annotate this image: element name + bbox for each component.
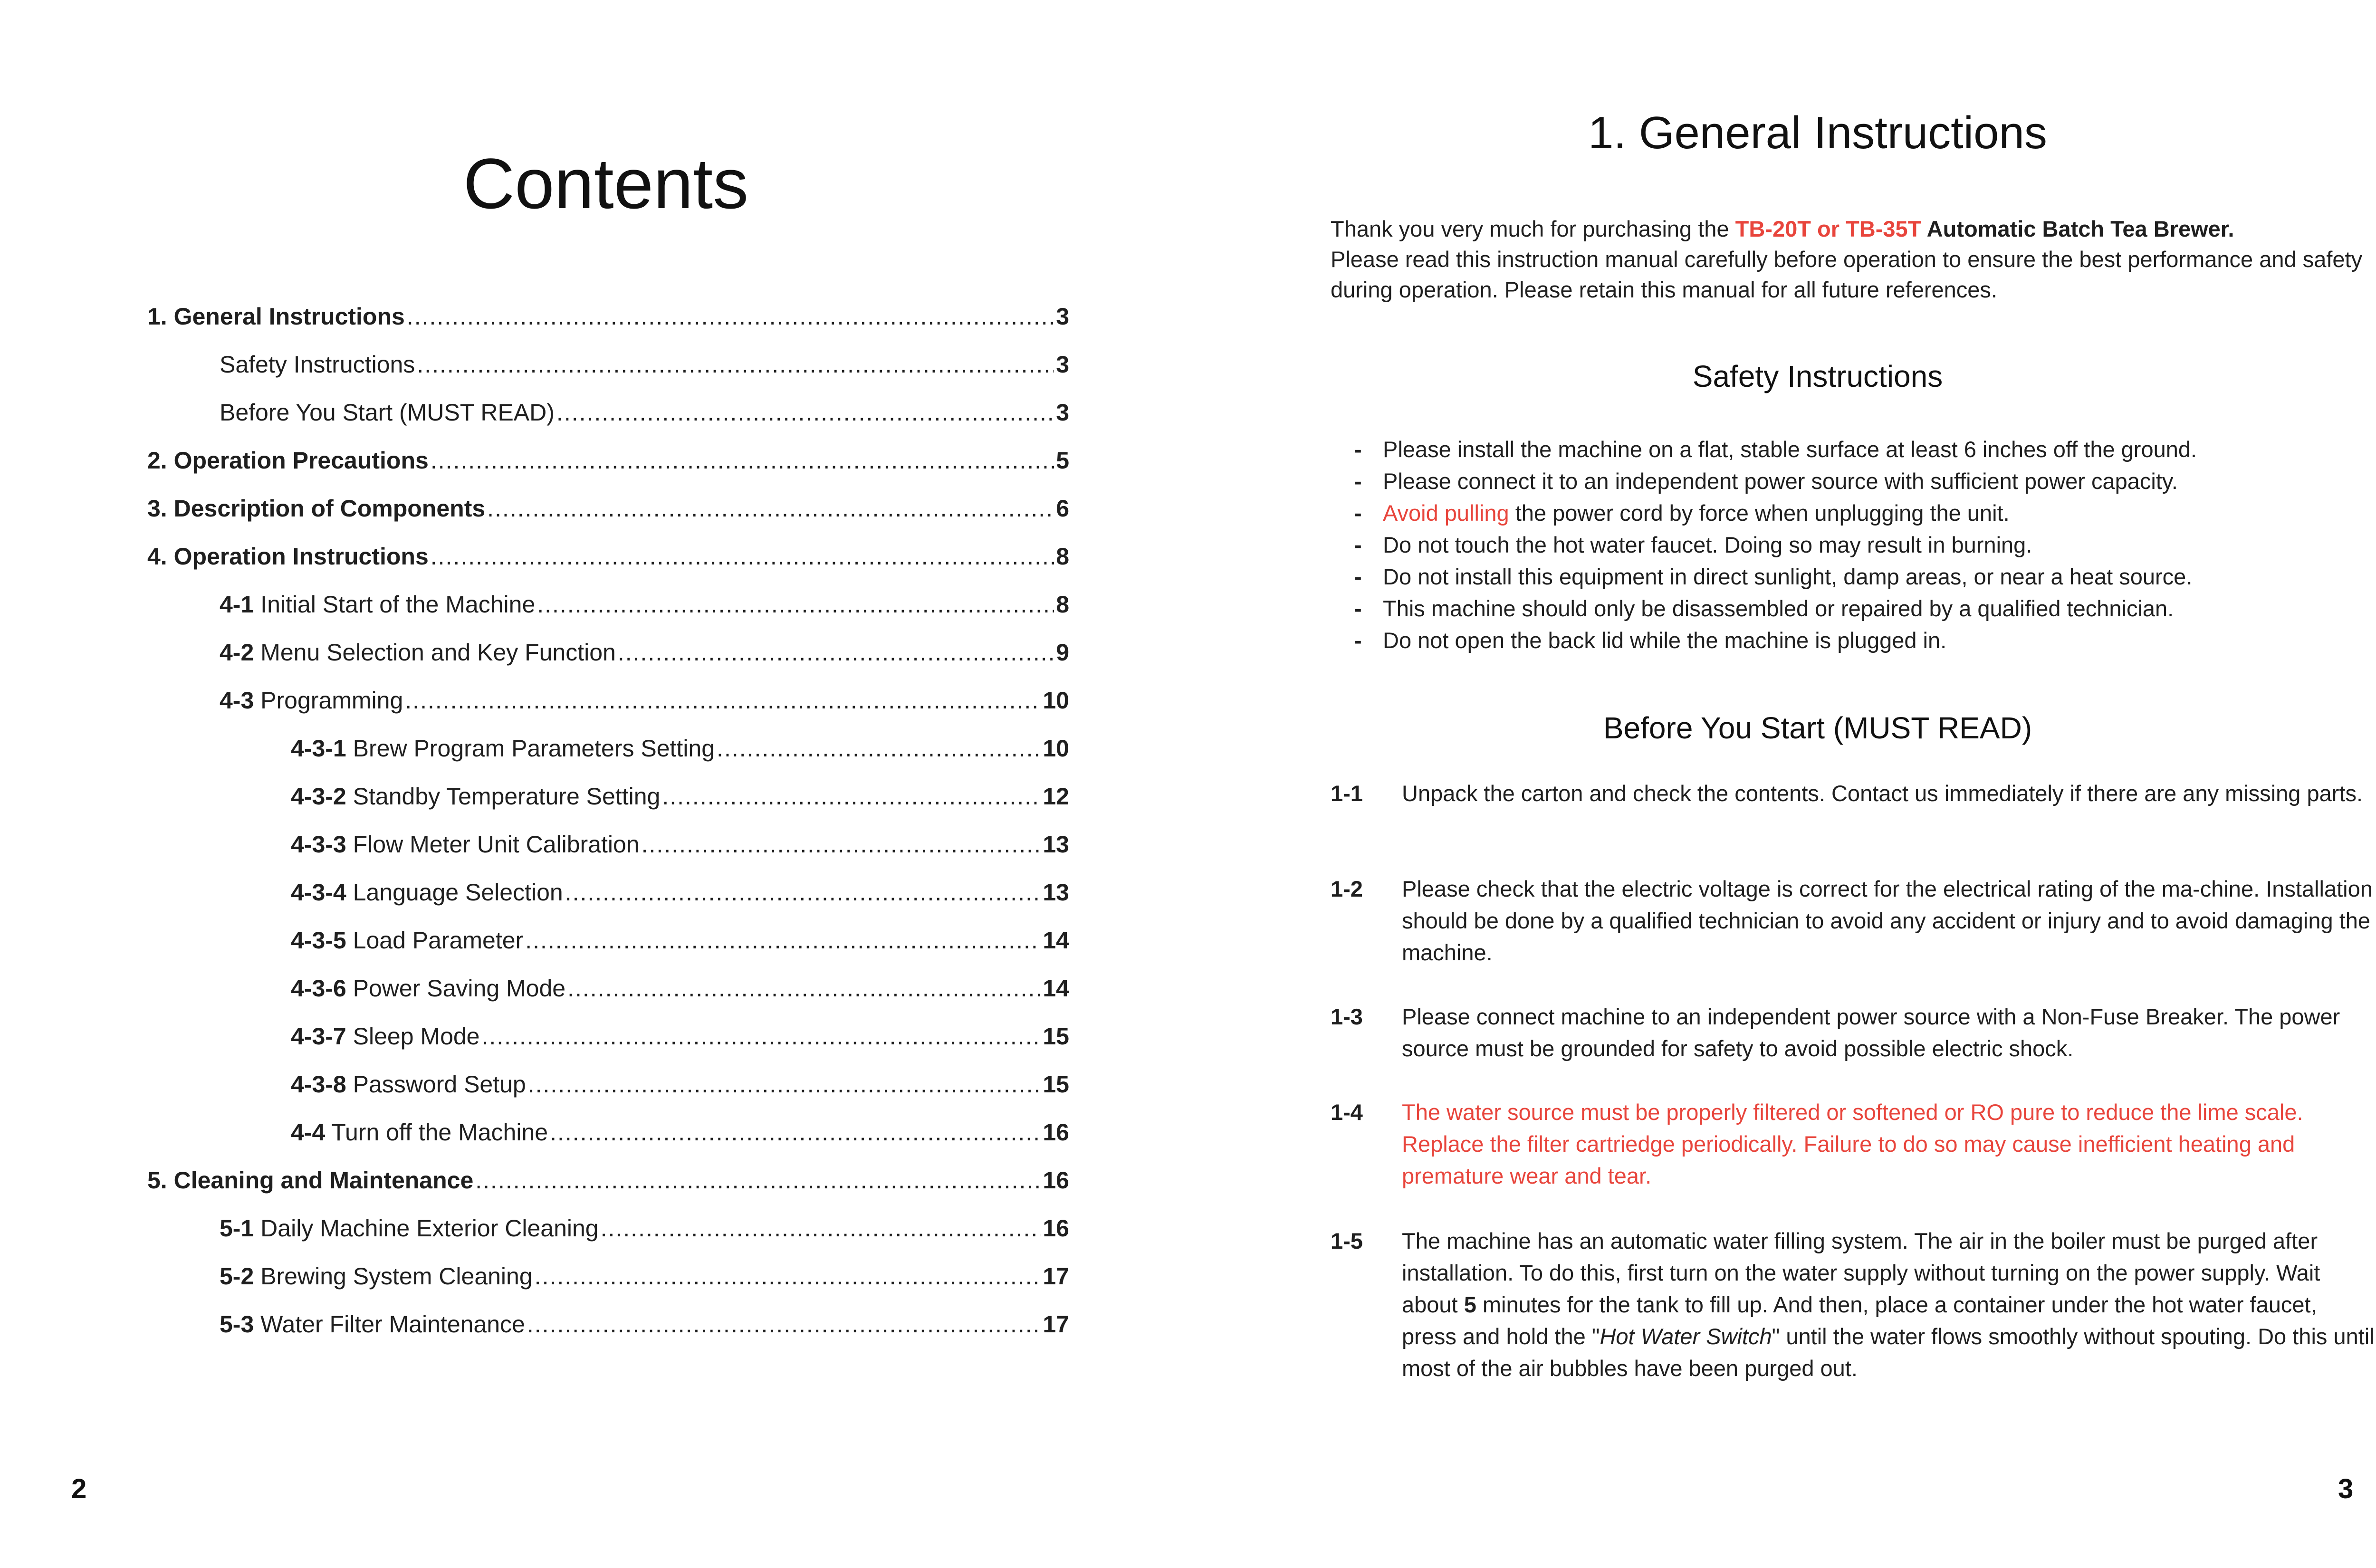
- toc-entry-title: 2. Operation Precautions: [147, 447, 429, 474]
- step-text-bold: 5: [1464, 1292, 1476, 1317]
- toc-entry-page: 14: [1043, 927, 1069, 954]
- toc-entry: [291, 879, 1069, 917]
- safety-item-text: Do not touch the hot water faucet. Doing so may result in burning.: [1383, 532, 2032, 557]
- toc-entry-number: 4-3-4: [291, 879, 346, 906]
- toc-entry-number: 4-4: [291, 1119, 326, 1146]
- toc-entry-label: [291, 975, 565, 1002]
- step-text-b: minutes for the tank to fill up. And then, place a container under the hot water faucet, press and hold the ": [1402, 1292, 2317, 1349]
- bullet-dash: -: [1354, 532, 1362, 557]
- step-number: 1-2: [1331, 876, 1363, 901]
- safety-list: [1354, 433, 2352, 656]
- toc-entry-title: 1. General Instructions: [147, 303, 405, 330]
- toc-entry-title: Brew Program Parameters Setting: [353, 735, 715, 762]
- toc-dot-leader: [618, 639, 1054, 666]
- toc-entry: [220, 399, 1069, 437]
- intro-rest: Please read this instruction manual carefully before operation to ensure the best performance and safety during operation. Please retain this manual for all future references.: [1331, 247, 2363, 302]
- toc-entry-number: 4-3: [220, 687, 254, 714]
- step-1-3: [1331, 1001, 2376, 1064]
- toc-dot-leader: [527, 1310, 1041, 1338]
- toc-entry-title: Daily Machine Exterior Cleaning: [260, 1215, 599, 1242]
- toc-entry-page: 17: [1043, 1311, 1069, 1338]
- toc-entry-label: [220, 1214, 599, 1242]
- page-number-right: 3: [2338, 1473, 2354, 1504]
- toc-entry-label: [147, 495, 485, 522]
- safety-item-text: Do not install this equipment in direct sunlight, damp areas, or near a heat source.: [1383, 564, 2193, 589]
- safety-item-text: Please connect it to an independent power source with sufficient power capacity.: [1383, 468, 2178, 494]
- step-text: Please check that the electric voltage is correct for the electrical rating of the ma-chine. Installation should be done by a qualified technician to avoid any accident or injury and to avoid damaging the machine.: [1402, 876, 2373, 965]
- intro-paragraph: [1331, 214, 2366, 305]
- toc-entry: [291, 783, 1069, 821]
- toc-dot-leader: [537, 591, 1054, 618]
- toc-entry-title: Before You Start (MUST READ): [220, 399, 555, 426]
- toc-entry-title: Initial Start of the Machine: [260, 591, 536, 618]
- toc-entry-number: 4-3-6: [291, 975, 346, 1002]
- step-1-1: [1331, 777, 2376, 809]
- toc-entry: [291, 1119, 1069, 1157]
- toc-entry-title: Turn off the Machine: [331, 1119, 548, 1146]
- toc-entry-label: [291, 1119, 548, 1146]
- toc-entry-page: 14: [1043, 975, 1069, 1002]
- toc-entry-number: 4-3-7: [291, 1023, 346, 1050]
- toc-entry: [220, 1214, 1069, 1252]
- toc-entry-title: Language Selection: [353, 879, 563, 906]
- toc-entry-page: 9: [1056, 639, 1069, 666]
- toc-entry-title: Safety Instructions: [220, 351, 415, 378]
- safety-item: [1354, 433, 2352, 465]
- bullet-dash: -: [1354, 564, 1362, 589]
- toc-dot-leader: [487, 495, 1054, 522]
- toc-entry-page: 13: [1043, 879, 1069, 906]
- toc-entry: [147, 495, 1069, 533]
- toc-entry-label: [291, 735, 715, 762]
- safety-item: [1354, 561, 2352, 593]
- toc-dot-leader: [535, 1262, 1041, 1290]
- toc-entry-label: [147, 303, 405, 330]
- toc-entry-page: 16: [1043, 1215, 1069, 1242]
- toc-entry: [220, 1262, 1069, 1300]
- toc-entry-page: 8: [1056, 543, 1069, 570]
- toc-entry: [147, 543, 1069, 581]
- toc-entry-page: 13: [1043, 831, 1069, 858]
- toc-entry: [147, 303, 1069, 341]
- model-names: TB-20T or TB-35T: [1735, 216, 1922, 241]
- toc-entry-label: [291, 783, 660, 810]
- toc-entry-label: [220, 639, 616, 666]
- toc-entry: [291, 735, 1069, 773]
- toc-entry: [291, 927, 1069, 965]
- toc-entry-label: [291, 1023, 480, 1050]
- toc-dot-leader: [405, 687, 1041, 714]
- toc-dot-leader: [565, 879, 1041, 906]
- toc-entry: [147, 1166, 1069, 1205]
- safety-item: [1354, 529, 2352, 561]
- step-text: [1402, 1225, 2376, 1384]
- toc-entry-number: 4-3-8: [291, 1071, 346, 1098]
- step-text-a: The machine has an automatic water filling system. The air in the boiler must be purged after installation. To do this, first turn on the water supply without turning on the power supply. Wait about: [1402, 1228, 2320, 1317]
- toc-entry-page: 3: [1056, 351, 1069, 378]
- safety-item: [1354, 497, 2352, 529]
- toc-entry-page: 15: [1043, 1023, 1069, 1050]
- contents-title: Contents: [463, 143, 749, 223]
- safety-item-emphasis: Avoid pulling: [1383, 500, 1509, 526]
- bullet-dash: -: [1354, 596, 1362, 621]
- bullet-dash: -: [1354, 468, 1362, 494]
- toc-entry-title: 3. Description of Components: [147, 495, 486, 522]
- toc-entry-number: 5-3: [220, 1311, 254, 1338]
- toc-entry-title: Sleep Mode: [353, 1023, 480, 1050]
- safety-heading: Safety Instructions: [1692, 359, 1943, 393]
- step-text: Please connect machine to an independent power source with a Non-Fuse Breaker. The power source must be grounded for safety to avoid possible electric shock.: [1402, 1004, 2340, 1061]
- toc-entry-page: 10: [1043, 735, 1069, 762]
- toc-entry-page: 12: [1043, 783, 1069, 810]
- step-number: 1-3: [1331, 1004, 1363, 1029]
- toc-entry-label: [147, 543, 429, 570]
- toc-entry-title: Standby Temperature Setting: [353, 783, 661, 810]
- toc-entry-number: 4-3-1: [291, 735, 346, 762]
- safety-item-text: This machine should only be disassembled or repaired by a qualified technician.: [1383, 596, 2174, 621]
- toc-entry-page: 3: [1056, 303, 1069, 330]
- toc-entry: [220, 687, 1069, 725]
- step-1-4: [1331, 1096, 2376, 1192]
- toc-dot-leader: [550, 1119, 1041, 1146]
- step-number: 1-1: [1331, 781, 1363, 806]
- toc-entry-number: 5-1: [220, 1215, 254, 1242]
- toc-entry-label: [291, 879, 563, 906]
- toc-entry-number: 4-2: [220, 639, 254, 666]
- toc-dot-leader: [717, 735, 1041, 762]
- toc-entry-label: [220, 399, 555, 426]
- toc-entry: [220, 351, 1069, 389]
- toc-dot-leader: [525, 927, 1041, 954]
- toc-entry-label: [291, 831, 640, 858]
- intro-text: Thank you very much for purchasing the: [1331, 216, 1735, 241]
- toc-dot-leader: [567, 975, 1041, 1002]
- toc-entry-page: 8: [1056, 591, 1069, 618]
- toc-dot-leader: [407, 303, 1054, 330]
- toc-entry-title: Load Parameter: [353, 927, 524, 954]
- toc-dot-leader: [662, 783, 1041, 810]
- toc-entry-label: [147, 1166, 473, 1194]
- toc-entry-title: Power Saving Mode: [353, 975, 566, 1002]
- toc-entry-label: [220, 1262, 533, 1290]
- right-page: [1212, 0, 2376, 1568]
- toc-entry-title: Flow Meter Unit Calibration: [353, 831, 640, 858]
- toc-entry-page: 5: [1056, 447, 1069, 474]
- toc-entry-label: [291, 1071, 526, 1098]
- toc-dot-leader: [475, 1166, 1041, 1194]
- toc-entry-page: 6: [1056, 495, 1069, 522]
- toc-entry-title: 5. Cleaning and Maintenance: [147, 1167, 474, 1194]
- toc-entry-page: 16: [1043, 1167, 1069, 1194]
- toc-entry-label: [220, 351, 415, 378]
- toc-entry-page: 10: [1043, 687, 1069, 714]
- toc-entry: [291, 1023, 1069, 1061]
- toc-entry: [220, 1310, 1069, 1348]
- toc-dot-leader: [528, 1071, 1041, 1098]
- toc-entry: [220, 639, 1069, 677]
- toc-entry-label: [291, 927, 523, 954]
- toc-entry-number: 4-3-5: [291, 927, 346, 954]
- toc-entry-number: 4-3-2: [291, 783, 346, 810]
- step-text-c: " until the water flows smoothly without spouting. Do this until most of the air bubbles have been purged out.: [1402, 1324, 2375, 1381]
- toc-entry-number: 5-2: [220, 1263, 254, 1290]
- toc-entry-title: Water Filter Maintenance: [260, 1311, 525, 1338]
- toc-dot-leader: [556, 399, 1054, 426]
- toc-dot-leader: [417, 351, 1054, 378]
- toc-entry-page: 16: [1043, 1119, 1069, 1146]
- step-text-warning: The water source must be properly filtered or softened or RO pure to reduce the lime scale. Replace the filter cartriedge periodically. Failure to do so may cause inefficient heating and premature wear and tear.: [1402, 1100, 2303, 1188]
- toc-entry-title: 4. Operation Instructions: [147, 543, 429, 570]
- safety-item-text: the power cord by force when unplugging the unit.: [1509, 500, 2010, 526]
- safety-item: [1354, 465, 2352, 497]
- toc-entry-number: 4-1: [220, 591, 254, 618]
- before-start-heading: Before You Start (MUST READ): [1603, 711, 2032, 745]
- safety-item: [1354, 624, 2352, 656]
- bullet-dash: -: [1354, 437, 1362, 462]
- page-number-left: 2: [71, 1473, 87, 1504]
- toc-dot-leader: [482, 1023, 1041, 1050]
- toc-entry-label: [220, 1310, 525, 1338]
- safety-item-text: Please install the machine on a flat, stable surface at least 6 inches off the ground.: [1383, 437, 2197, 462]
- bullet-dash: -: [1354, 500, 1362, 526]
- toc-entry-title: Brewing System Cleaning: [260, 1263, 533, 1290]
- step-text: Unpack the carton and check the contents. Contact us immediately if there are any missing parts.: [1402, 781, 2363, 806]
- toc-dot-leader: [642, 831, 1041, 858]
- step-number: 1-5: [1331, 1228, 1363, 1253]
- toc-entry-title: Menu Selection and Key Function: [260, 639, 616, 666]
- safety-item-text: Do not open the back lid while the machine is plugged in.: [1383, 628, 1947, 653]
- toc-entry-page: 15: [1043, 1071, 1069, 1098]
- toc-entry-title: Password Setup: [353, 1071, 526, 1098]
- toc-entry: [220, 591, 1069, 629]
- toc-dot-leader: [601, 1214, 1041, 1242]
- step-1-2: [1331, 873, 2376, 968]
- toc-dot-leader: [431, 447, 1054, 474]
- safety-item: [1354, 593, 2352, 624]
- toc-entry-page: 3: [1056, 399, 1069, 426]
- toc-entry-title: Programming: [260, 687, 403, 714]
- toc-entry-label: [147, 447, 429, 474]
- step-1-5: [1331, 1225, 2376, 1384]
- page-title: 1. General Instructions: [1588, 107, 2047, 158]
- product-name: Automatic Batch Tea Brewer.: [1921, 216, 2234, 241]
- toc-entry-page: 17: [1043, 1263, 1069, 1290]
- toc-entry: [291, 975, 1069, 1013]
- toc-entry: [291, 831, 1069, 869]
- toc-entry-label: [220, 687, 403, 714]
- toc-entry-number: 4-3-3: [291, 831, 346, 858]
- toc-dot-leader: [431, 543, 1054, 570]
- toc-entry: [147, 447, 1069, 485]
- toc-entry-label: [220, 591, 535, 618]
- toc-entry: [291, 1071, 1069, 1109]
- bullet-dash: -: [1354, 628, 1362, 653]
- hot-water-switch-label: Hot Water Switch: [1600, 1324, 1772, 1349]
- step-number: 1-4: [1331, 1100, 1363, 1125]
